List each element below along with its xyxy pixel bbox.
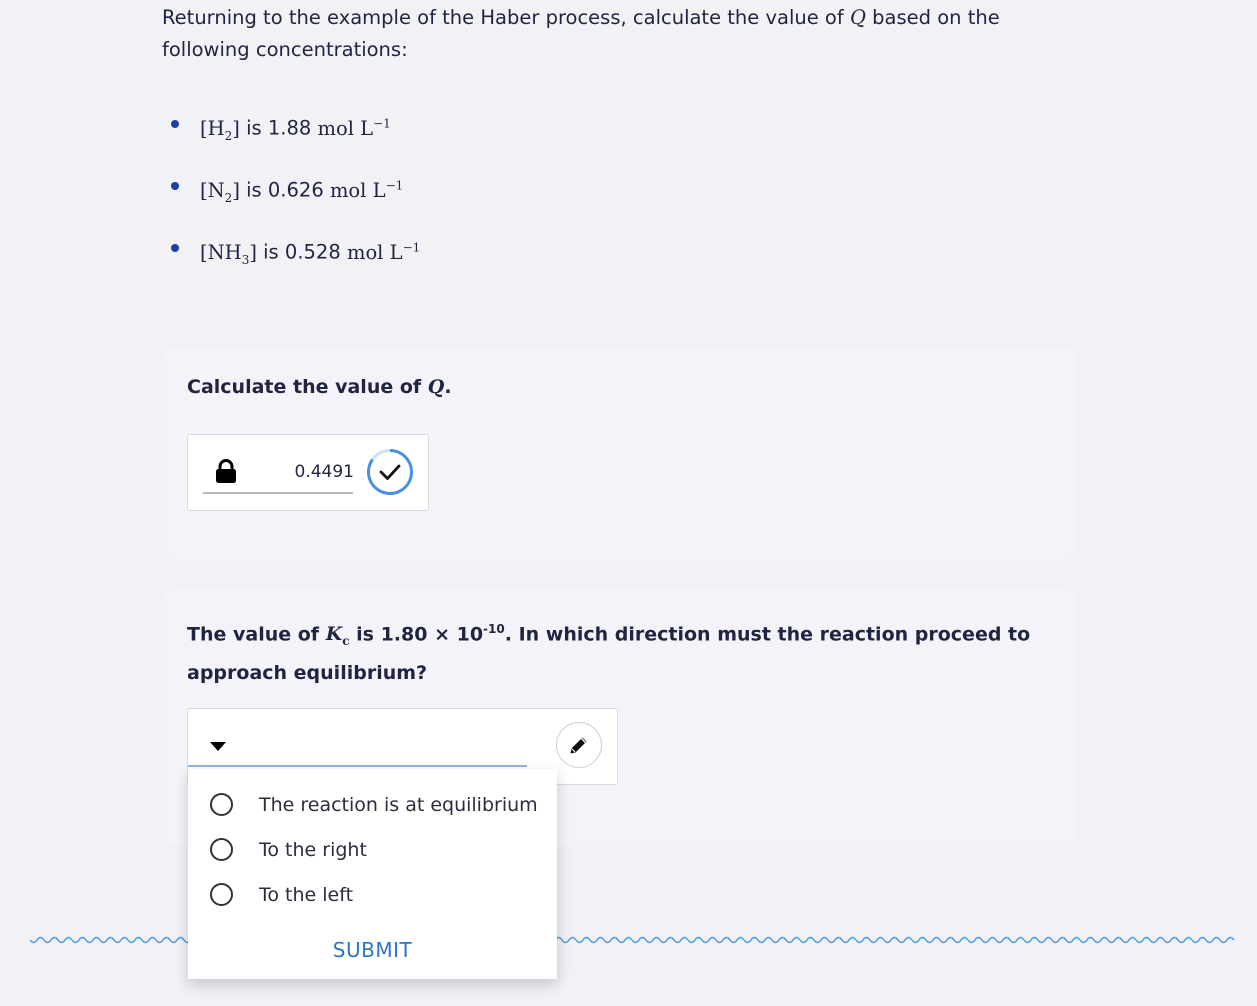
pencil-icon [567, 733, 591, 757]
select-underline [188, 765, 527, 767]
unit-exponent: −1 [385, 178, 404, 192]
answer-field[interactable] [187, 434, 429, 511]
question-var: Q [427, 376, 445, 398]
species-subscript: 2 [224, 128, 233, 143]
concentration-list [162, 105, 420, 291]
edit-button[interactable] [556, 722, 602, 768]
unit: mol L [346, 240, 403, 264]
option-label: To the left [259, 883, 354, 906]
option-to-the-right[interactable] [210, 838, 367, 861]
lock-icon [215, 459, 237, 484]
question-middle: is 1.80 × 10 [356, 623, 484, 646]
question-exponent: -10 [483, 622, 505, 636]
species: N [207, 178, 225, 202]
concentration-text: is 1.88 [246, 116, 312, 140]
question-suffix: . [444, 376, 452, 398]
intro-paragraph [162, 2, 1082, 66]
submit-button[interactable]: SUBMIT [188, 937, 557, 963]
unit: mol L [329, 178, 386, 202]
list-item: $[N_2]$ is 0.626 mol $L^{-1}$ [162, 167, 420, 229]
question-title [187, 613, 1067, 689]
bullet-icon [171, 244, 179, 252]
option-to-the-left[interactable] [210, 883, 353, 906]
answer-underline [203, 492, 353, 494]
caret-down-icon[interactable] [210, 742, 226, 751]
question-card-q [162, 347, 1077, 559]
species: H [207, 116, 225, 140]
unit-exponent: −1 [373, 116, 391, 130]
concentration-text: is 0.626 [246, 178, 324, 202]
intro-text-after: based on the following concentrations: [162, 6, 1000, 61]
radio-icon[interactable] [210, 838, 233, 861]
question-prefix: The value of [187, 623, 320, 646]
correct-check-icon [366, 448, 414, 496]
species-subscript: 3 [241, 252, 250, 267]
radio-icon[interactable] [210, 793, 233, 816]
option-at-equilibrium[interactable] [210, 793, 538, 816]
concentration-text: is 0.528 [263, 240, 341, 264]
option-label: The reaction is at equilibrium [259, 793, 538, 816]
question-title [187, 371, 452, 403]
species-subscript: 2 [224, 190, 233, 205]
species: NH [207, 240, 242, 264]
question-suffix: . In which direction must the reaction proceed to approach equilibrium? [187, 623, 1031, 685]
options-dropdown [188, 769, 557, 979]
answer-value: 0.4491 [294, 462, 354, 482]
intro-text-before: Returning to the example of the Haber process, calculate the value of [162, 6, 844, 29]
list-item: $[NH_3]$ is 0.528 mol $L^{-1}$ [162, 229, 420, 291]
bullet-icon [171, 182, 179, 190]
bullet-icon [171, 120, 179, 128]
question-prefix: Calculate the value of [187, 376, 422, 398]
radio-icon[interactable] [210, 883, 233, 906]
list-item: $[H_2]$ is 1.88 mol $L^{-1}$ [162, 105, 420, 167]
intro-var-q: Q [849, 6, 866, 29]
unit: mol L [317, 116, 374, 140]
option-label: To the right [259, 838, 367, 861]
unit-exponent: −1 [402, 240, 421, 254]
question-var: $K_c$ [325, 623, 350, 649]
